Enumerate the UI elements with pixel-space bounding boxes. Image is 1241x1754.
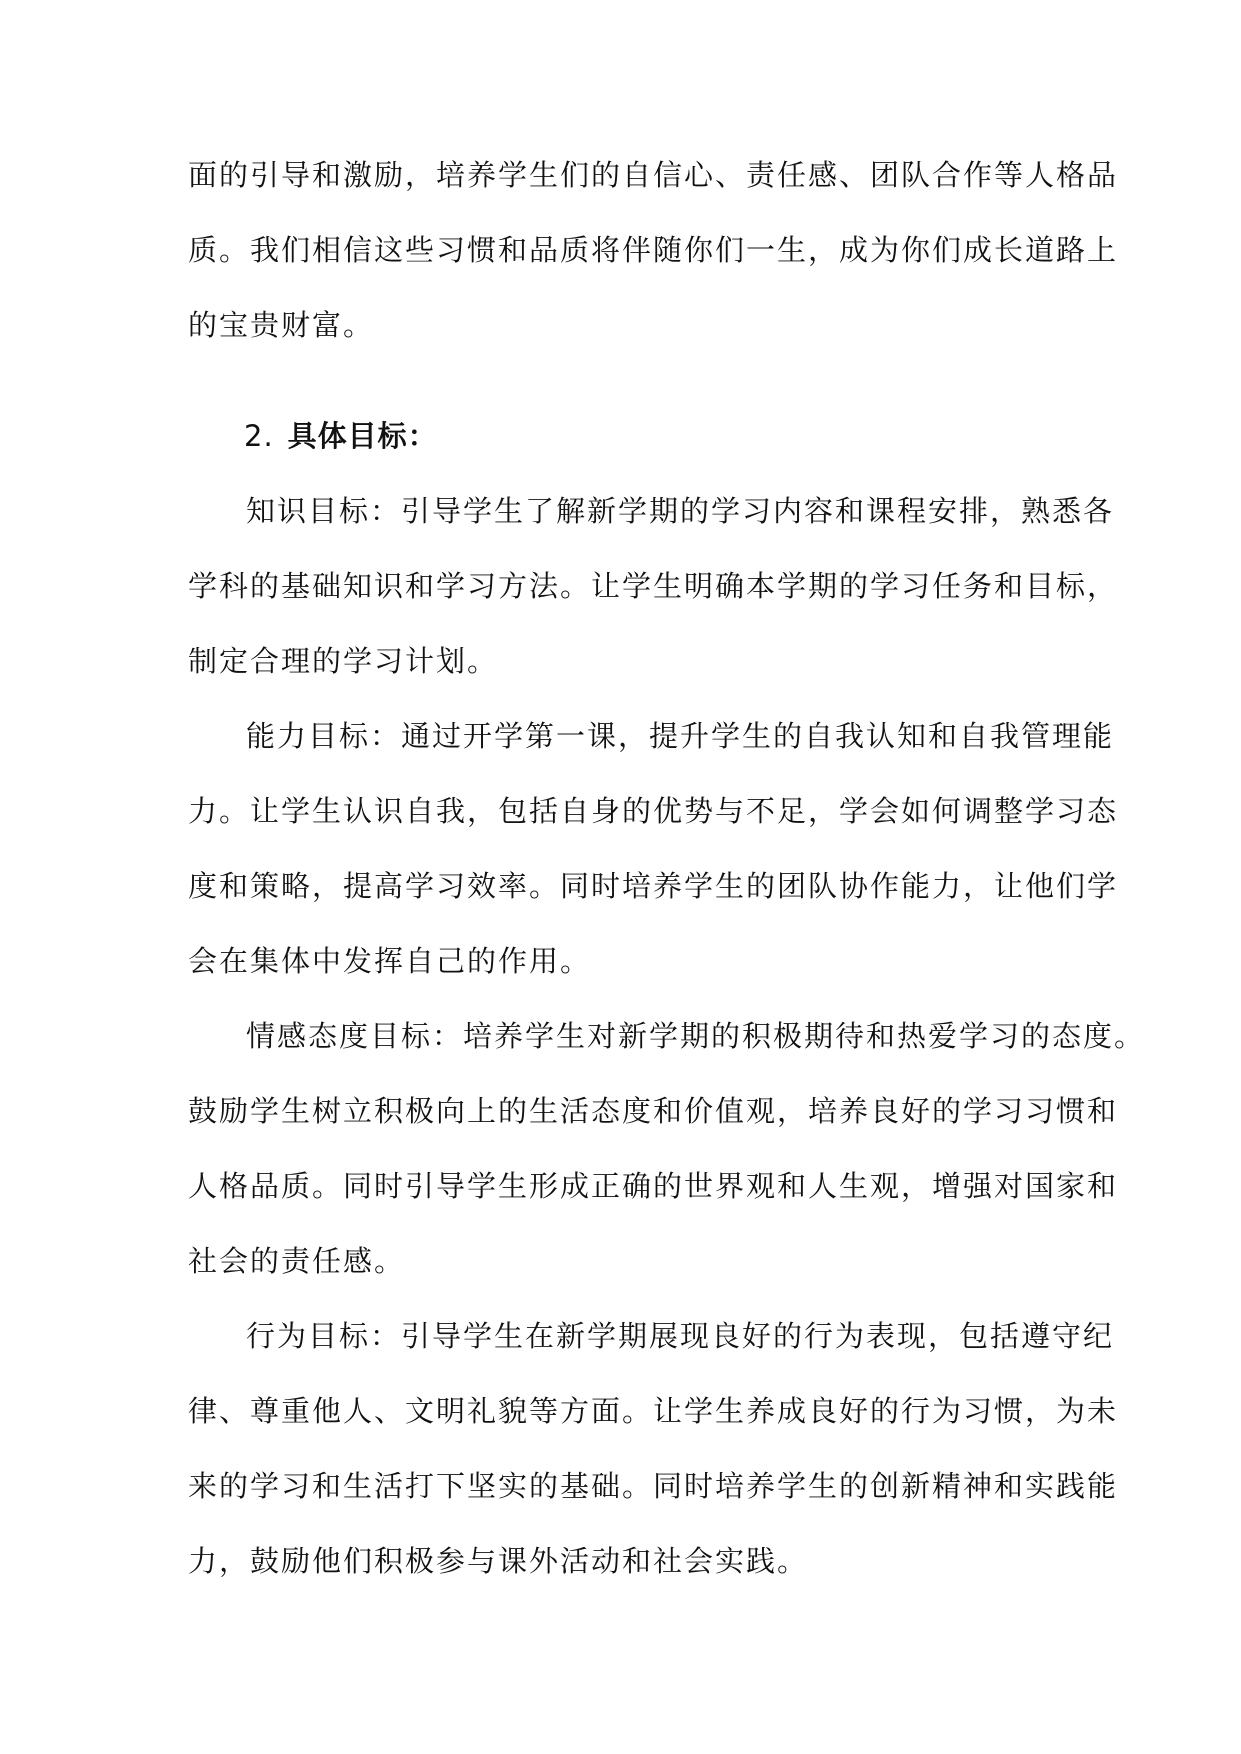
text-line: 的宝贵财富。 bbox=[188, 308, 375, 342]
section-spacer bbox=[188, 363, 1058, 399]
text-line: 力，鼓励他们积极参与课外活动和社会实践。 bbox=[188, 1544, 809, 1578]
text-line: 制定合理的学习计划。 bbox=[188, 644, 499, 678]
emotion-goal-paragraph bbox=[188, 999, 1146, 1299]
text-line: 学科的基础知识和学习方法。让学生明确本学期的学习任务和目标， bbox=[188, 569, 1119, 603]
text-line: 行为目标：引导学生在新学期展现良好的行为表现，包括遵守纪 bbox=[246, 1319, 1115, 1353]
text-line: 会在集体中发挥自己的作用。 bbox=[188, 944, 592, 978]
behavior-goal-paragraph bbox=[188, 1299, 1119, 1599]
text-line: 知识目标：引导学生了解新学期的学习内容和课程安排，熟悉各 bbox=[246, 494, 1115, 528]
text-line: 能力目标：通过开学第一课，提升学生的自我认知和自我管理能 bbox=[246, 719, 1115, 753]
text-line: 面的引导和激励，培养学生们的自信心、责任感、团队合作等人格品 bbox=[188, 158, 1119, 192]
text-line: 度和策略，提高学习效率。同时培养学生的团队协作能力，让他们学 bbox=[188, 869, 1119, 903]
ability-goal-paragraph bbox=[188, 699, 1119, 999]
section-heading bbox=[188, 399, 1058, 474]
text-line: 情感态度目标：培养学生对新学期的积极期待和热爱学习的态度。 bbox=[246, 1019, 1146, 1053]
text-line: 律、尊重他人、文明礼貌等方面。让学生养成良好的行为习惯，为未 bbox=[188, 1394, 1119, 1428]
text-line: 质。我们相信这些习惯和品质将伴随你们一生，成为你们成长道路上 bbox=[188, 233, 1119, 267]
text-line: 力。让学生认识自我，包括自身的优势与不足，学会如何调整学习态 bbox=[188, 794, 1119, 828]
text-line: 人格品质。同时引导学生形成正确的世界观和人生观，增强对国家和 bbox=[188, 1169, 1119, 1203]
section-number: 2. bbox=[244, 419, 274, 453]
intro-paragraph bbox=[188, 138, 1119, 363]
knowledge-goal-paragraph bbox=[188, 474, 1119, 699]
document-body bbox=[188, 138, 1146, 1599]
text-line: 社会的责任感。 bbox=[188, 1244, 406, 1278]
text-line: 来的学习和生活打下坚实的基础。同时培养学生的创新精神和实践能 bbox=[188, 1469, 1119, 1503]
section-title: 具体目标： bbox=[287, 419, 438, 453]
text-line: 鼓励学生树立积极向上的生活态度和价值观，培养良好的学习习惯和 bbox=[188, 1094, 1119, 1128]
